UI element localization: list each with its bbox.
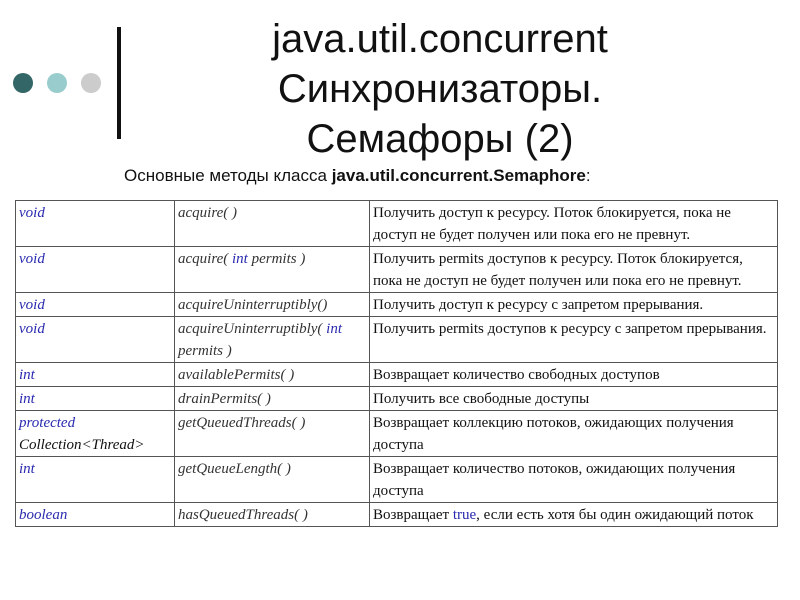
description-cell [370,387,778,411]
description-cell [370,201,778,247]
keyword-text: void [19,251,45,267]
title-divider [117,27,121,139]
cell-text: Получить доступ к ресурсу. Поток блокируется, пока не доступ не будет получен или пока его не превнут. [373,205,731,243]
return-type-cell [16,387,175,411]
cell-text: getQueuedThreads( ) [178,415,306,431]
description-cell [370,317,778,363]
subtitle-prefix: Основные методы класса [124,166,332,185]
method-cell [175,503,370,527]
keyword-text: int [19,391,35,407]
table-row [16,363,778,387]
cell-text: getQueueLength( ) [178,461,291,477]
description-cell [370,411,778,457]
return-type-cell [16,363,175,387]
method-cell [175,457,370,503]
cell-text: permits ) [178,343,232,359]
return-type-cell [16,411,175,457]
keyword-text: int [19,461,35,477]
method-cell [175,363,370,387]
slide-title [180,14,700,164]
method-cell [175,201,370,247]
return-type-cell [16,201,175,247]
subtitle-suffix: : [585,166,591,185]
table-row [16,411,778,457]
keyword-text: int [232,251,248,267]
keyword-text: void [19,205,45,221]
keyword-text: true [452,507,477,523]
table-row [16,387,778,411]
title-line-1: java.util.concurrent [272,17,608,61]
method-cell [175,387,370,411]
cell-text: permits ) [247,251,306,267]
table-row [16,293,778,317]
cell-text: Collection<Thread> [19,437,145,453]
cell-text: Получить permits доступов к ресурсу с запретом прерывания. [373,321,767,337]
cell-text: Получить доступ к ресурсу с запретом прерывания. [373,297,704,313]
cell-text: drainPermits( ) [178,391,271,407]
cell-text: acquire( [178,251,233,267]
keyword-text: int [19,367,35,383]
cell-text: Возвращает количество свободных доступов [373,367,660,383]
method-cell [175,317,370,363]
method-cell [175,247,370,293]
return-type-cell [16,317,175,363]
description-cell [370,457,778,503]
return-type-cell [16,503,175,527]
methods-table [15,200,778,527]
cell-text: availablePermits( ) [178,367,295,383]
table-row [16,317,778,363]
cell-text: Возвращает количество потоков, ожидающих получения доступа [373,461,736,499]
return-type-cell [16,457,175,503]
description-cell [370,293,778,317]
title-line-3: Семафоры (2) [306,117,574,161]
bullet-dot-dark [13,73,33,93]
keyword-text: boolean [19,507,68,523]
cell-text: Получить все свободные доступы [373,391,590,407]
cell-text: , если есть хотя бы один ожидающий поток [476,507,754,523]
cell-text: Возвращает [373,507,453,523]
description-cell [370,247,778,293]
return-type-cell [16,247,175,293]
method-cell [175,411,370,457]
keyword-text: protected [19,415,76,431]
table-row [16,201,778,247]
subtitle [124,166,591,186]
table-row [16,247,778,293]
description-cell [370,363,778,387]
keyword-text: void [19,321,45,337]
method-cell [175,293,370,317]
bullet-dot-light [47,73,67,93]
keyword-text: int [326,321,343,337]
cell-text: Возвращает коллекцию потоков, ожидающих получения доступа [373,415,734,453]
title-line-2: Синхронизаторы. [277,67,603,111]
subtitle-class-name: java.util.concurrent.Semaphore [331,166,586,185]
bullet-dot-gray [81,73,101,93]
cell-text: Получить permits доступов к ресурсу. Поток блокируется, пока не доступ не будет получен или пока его не превнут. [373,251,743,289]
table-row [16,457,778,503]
return-type-cell [16,293,175,317]
cell-text: hasQueuedThreads( ) [178,507,308,523]
keyword-text: void [19,297,45,313]
table-row [16,503,778,527]
cell-text: acquire( ) [178,205,238,221]
description-cell [370,503,778,527]
cell-text: acquireUninterruptibly( [178,321,327,337]
cell-text: acquireUninterruptibly() [178,297,328,313]
